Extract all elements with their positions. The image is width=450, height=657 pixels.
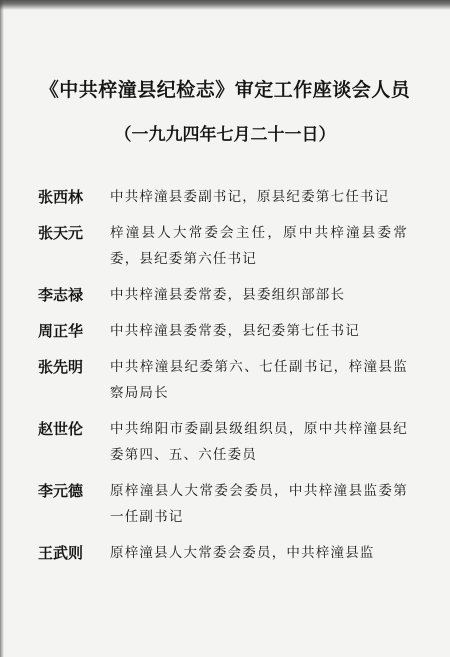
attendee-name: 李志禄 bbox=[38, 286, 84, 304]
attendee-entry bbox=[38, 282, 408, 308]
attendee-entry bbox=[38, 318, 408, 344]
attendee-position: 原梓潼县人大常委会委员，中共梓潼县监委第一任副书记 bbox=[110, 483, 408, 525]
attendee-entry bbox=[38, 220, 408, 272]
attendee-position: 梓潼县人大常委会主任，原中共梓潼县委常委，县纪委第六任书记 bbox=[110, 225, 408, 267]
attendee-name: 张西林 bbox=[38, 188, 84, 206]
page-title: 《中共梓潼县纪检志》审定工作座谈会人员 bbox=[39, 79, 411, 101]
attendee-name: 张先明 bbox=[38, 358, 84, 376]
attendee-position: 原梓潼县人大常委会委员，中共梓潼县监 bbox=[110, 545, 375, 561]
attendee-name: 王武则 bbox=[38, 544, 84, 562]
attendee-position: 中共绵阳市委副县级组织员，原中共梓潼县纪委第四、五、六任委员 bbox=[110, 421, 408, 463]
attendee-name: 李元德 bbox=[38, 482, 84, 500]
attendee-entry bbox=[38, 184, 408, 210]
attendee-entry bbox=[38, 478, 408, 530]
attendee-entry bbox=[38, 540, 408, 566]
attendee-name: 周正华 bbox=[38, 322, 84, 340]
scan-top-edge bbox=[0, 0, 450, 10]
attendee-entry bbox=[38, 416, 408, 468]
attendee-entry bbox=[38, 354, 408, 406]
attendee-position: 中共梓潼县委副书记，原县纪委第七任书记 bbox=[110, 189, 390, 205]
attendee-list bbox=[38, 184, 408, 566]
attendee-name: 赵世伦 bbox=[38, 420, 84, 438]
attendee-position: 中共梓潼县委常委，县纪委第七任书记 bbox=[110, 323, 360, 339]
attendee-position: 中共梓潼县委常委，县委组织部部长 bbox=[110, 287, 346, 303]
meeting-date: （一九九四年七月二十一日） bbox=[114, 125, 336, 145]
attendee-name: 张天元 bbox=[38, 224, 84, 242]
attendee-position: 中共梓潼县纪委第六、七任副书记，梓潼县监察局局长 bbox=[110, 359, 408, 401]
